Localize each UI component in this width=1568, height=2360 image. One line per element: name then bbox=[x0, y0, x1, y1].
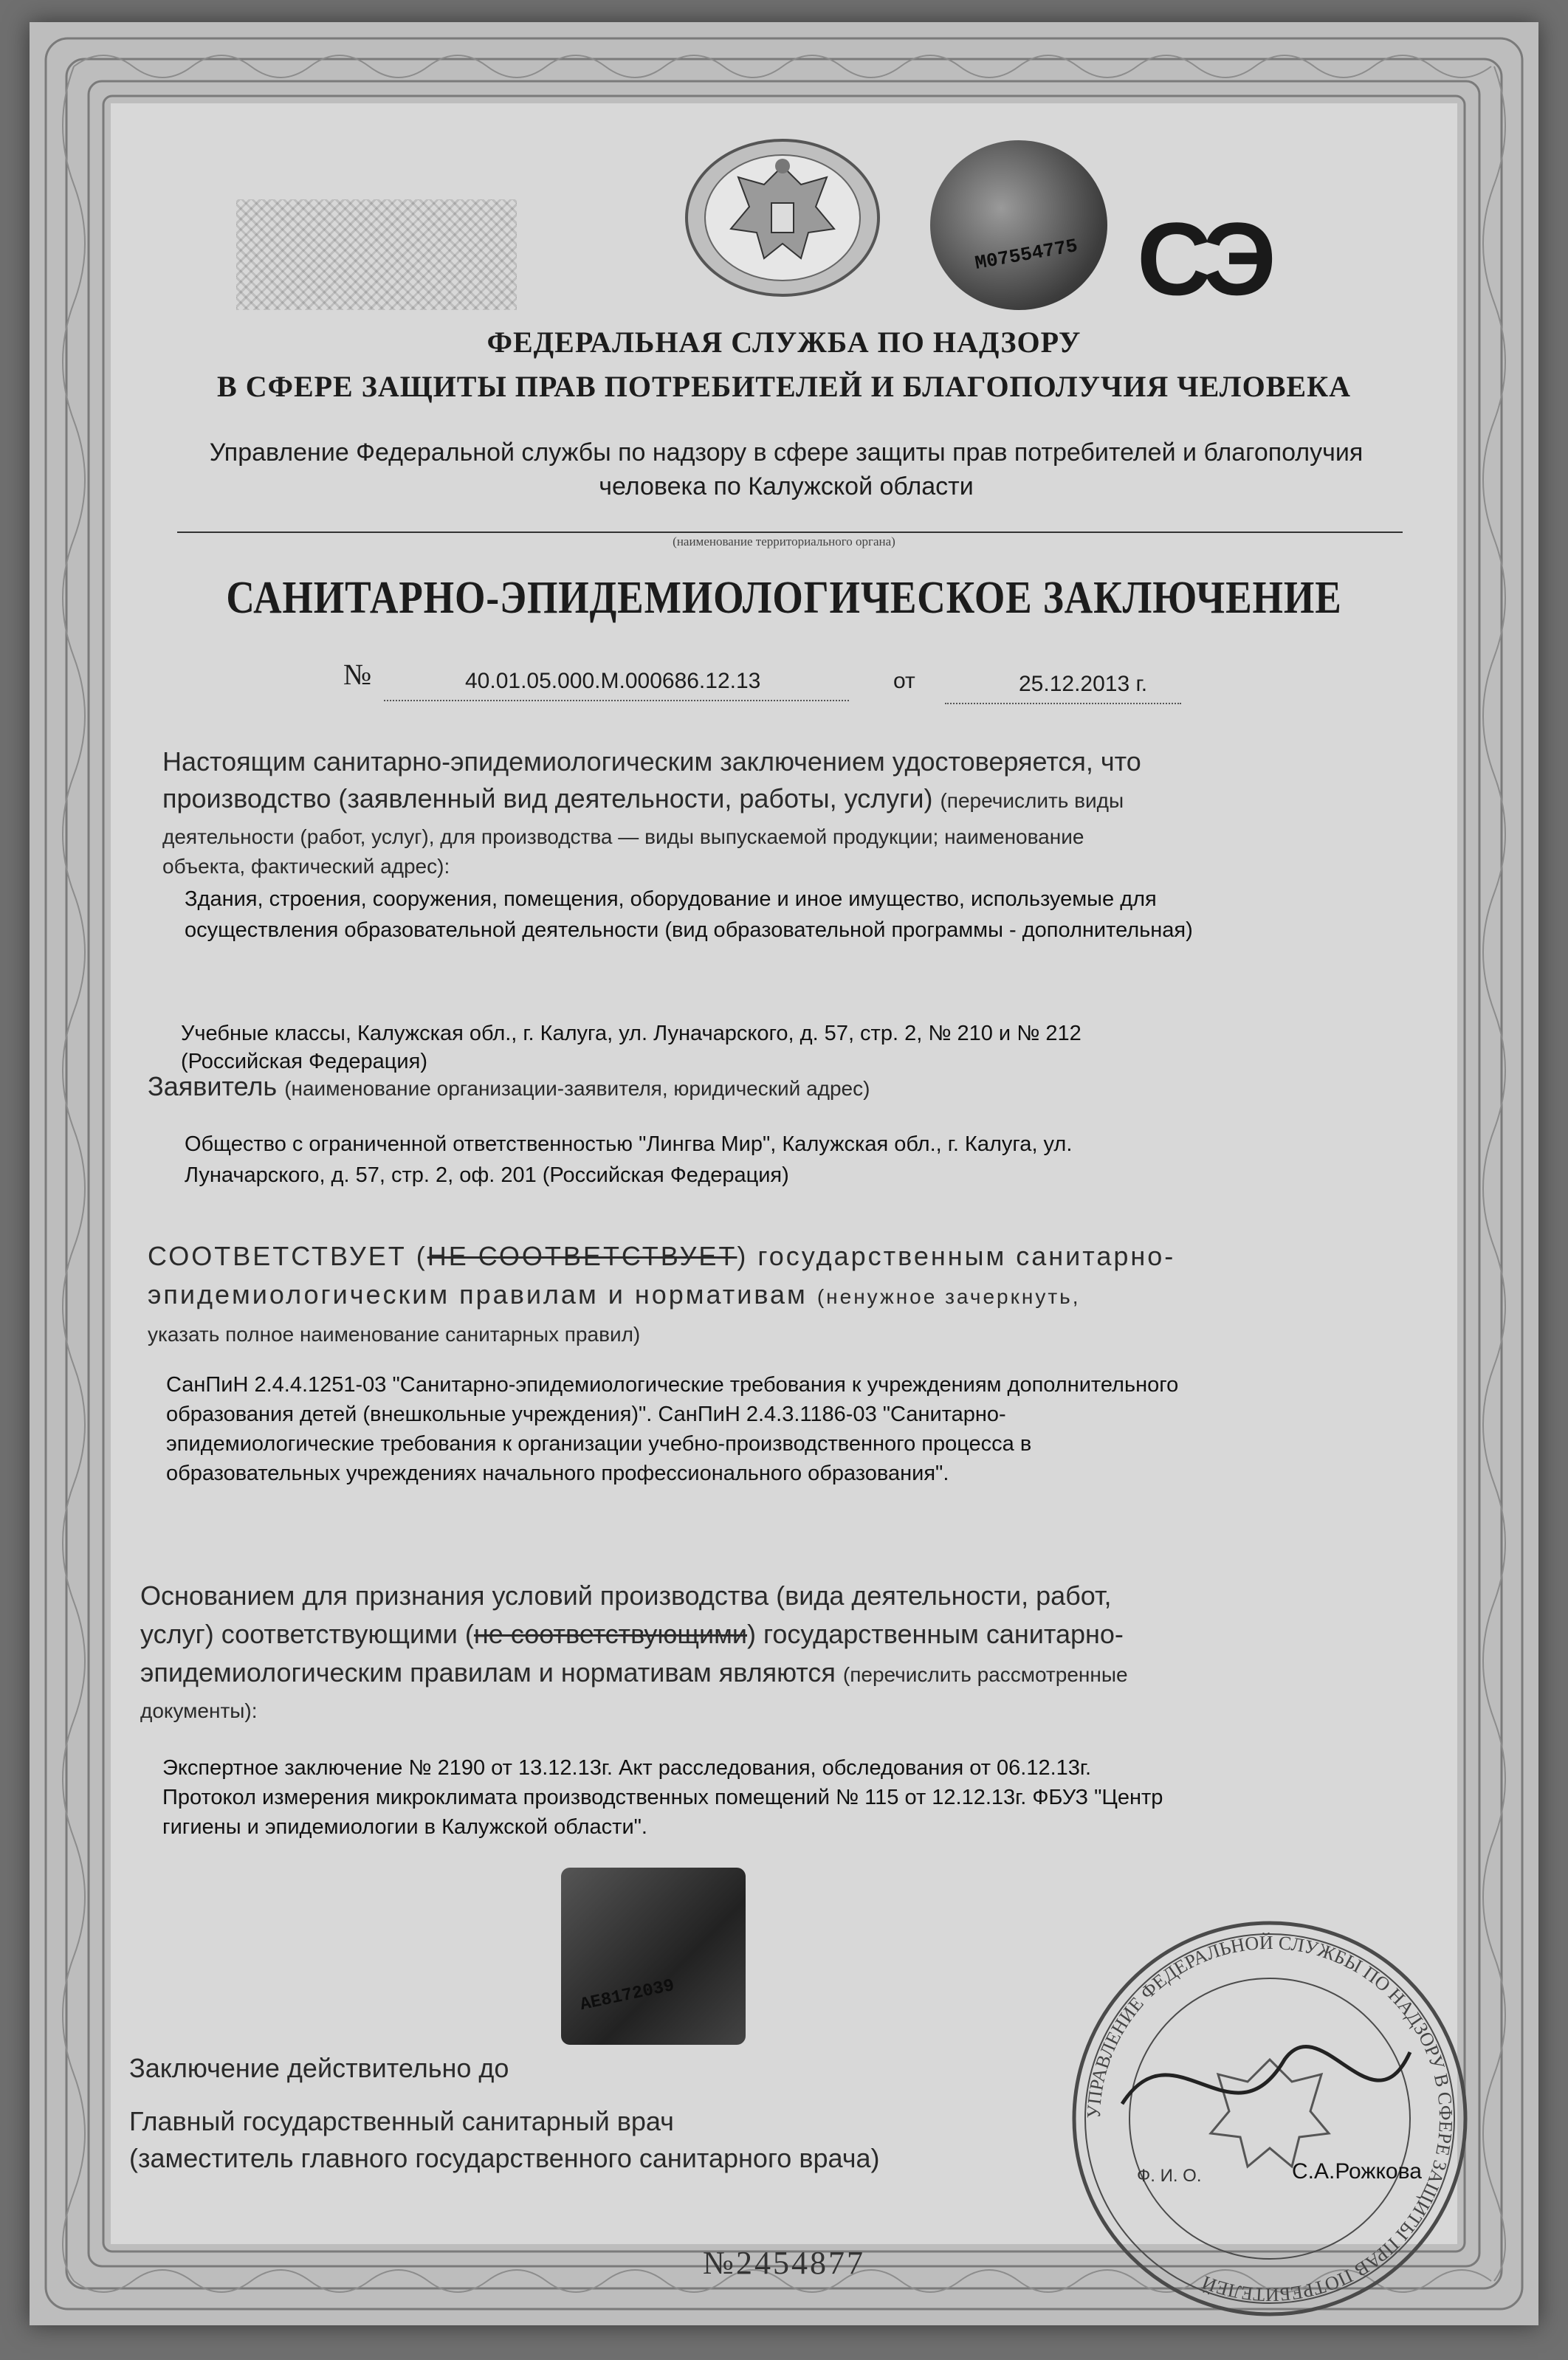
basis-line-3-main: эпидемиологическим правилам и нормативам являются bbox=[140, 1657, 836, 1688]
date-underline bbox=[945, 703, 1181, 704]
applicant-value-1: Общество с ограниченной ответственностью "Лингва Мир", Калужская обл., г. Калуга, ул. bbox=[185, 1132, 1073, 1156]
address-line-1: Учебные классы, Калужская обл., г. Калуга, ул. Луначарского, д. 57, стр. 2, № 210 и № 212 bbox=[181, 1022, 1082, 1045]
compliance-line-1-rest: государственным санитарно- bbox=[757, 1241, 1176, 1271]
date-label: от bbox=[893, 669, 915, 693]
basis-line-4: документы): bbox=[140, 1699, 258, 1722]
sanpin-value-4: образовательных учреждениях начального профессионального образования". bbox=[166, 1462, 949, 1485]
agency-line-1: ФЕДЕРАЛЬНАЯ СЛУЖБА ПО НАДЗОРУ bbox=[486, 326, 1082, 359]
se-logo: СЭ bbox=[1137, 201, 1269, 317]
fio-label: Ф. И. О. bbox=[1137, 2166, 1202, 2186]
stamp-text: УПРАВЛЕНИЕ ФЕДЕРАЛЬНОЙ СЛУЖБЫ ПО НАДЗОРУ В СФЕРЕ ЗАЩИТЫ ПРАВ ПОТРЕБИТЕЛЕЙ bbox=[1082, 1931, 1457, 2306]
number-underline bbox=[384, 700, 849, 701]
compliance-line-2-main: эпидемиологическим правилам и нормативам bbox=[148, 1279, 808, 1310]
basis-strike: не соответствующими bbox=[473, 1619, 748, 1649]
compliance-line-3: указать полное наименование санитарных правил) bbox=[148, 1323, 641, 1346]
department-rule bbox=[177, 531, 1403, 533]
hologram-seal-top bbox=[930, 140, 1107, 310]
sanpin-value-2: образования детей (внешкольные учреждения)". СанПиН 2.4.3.1186-03 "Санитарно- bbox=[166, 1403, 1006, 1426]
production-intro-1: Настоящим санитарно-эпидемиологическим заключением удостоверяется, что bbox=[162, 746, 1141, 777]
production-intro-2-main: производство (заявленный вид деятельности, работы, услуги) bbox=[162, 783, 933, 813]
signer-name: С.А.Рожкова bbox=[1292, 2159, 1422, 2184]
department-line-2: человека по Калужской области bbox=[599, 472, 974, 500]
production-intro-2-small: (перечислить виды bbox=[940, 789, 1124, 812]
basis-line-2-b: государственным санитарно- bbox=[763, 1619, 1124, 1649]
number-label: № bbox=[343, 658, 372, 691]
signature bbox=[1122, 2046, 1410, 2104]
compliance-line-2 bbox=[148, 1279, 1081, 1313]
sanpin-value-1: СанПиН 2.4.4.1251-03 "Санитарно-эпидемиологические требования к учреждениям дополнительного bbox=[166, 1373, 1179, 1397]
basis-line-3 bbox=[140, 1657, 1128, 1691]
basis-value-2: Протокол измерения микроклимата производственных помещений № 115 от 12.12.13г. ФБУЗ "Центр bbox=[162, 1786, 1163, 1809]
applicant-label-row bbox=[148, 1070, 870, 1105]
production-value-1: Здания, строения, сооружения, помещения, оборудование и иное имущество, используемые для bbox=[185, 887, 1157, 911]
agency-line-2: В СФЕРЕ ЗАЩИТЫ ПРАВ ПОТРЕБИТЕЛЕЙ И БЛАГОПОЛУЧИЯ ЧЕЛОВЕКА bbox=[217, 370, 1351, 403]
applicant-label-small: (наименование организации-заявителя, юридический адрес) bbox=[284, 1077, 870, 1100]
complies-word: СООТВЕТСТВУЕТ bbox=[148, 1241, 407, 1271]
basis-value-3: гигиены и эпидемиологии в Калужской области". bbox=[162, 1815, 647, 1839]
not-complies-word: НЕ СООТВЕТСТВУЕТ bbox=[427, 1241, 737, 1271]
valid-until-label: Заключение действительно до bbox=[129, 2053, 509, 2083]
basis-line-2: услуг) соответствующими (не соответствующими) государственным санитарно- bbox=[140, 1619, 1124, 1649]
hologram-top-code: M07554775 bbox=[973, 235, 1079, 275]
production-intro-4: объекта, фактический адрес): bbox=[162, 855, 450, 878]
signer-line-1: Главный государственный санитарный врач bbox=[129, 2106, 674, 2136]
compliance-line-2-small: (ненужное зачеркнуть, bbox=[816, 1285, 1081, 1308]
signer-line-2: (заместитель главного государственного санитарного врача) bbox=[129, 2143, 880, 2173]
production-value-2: осуществления образовательной деятельности (вид образовательной программы - дополнительная) bbox=[185, 918, 1193, 942]
document-date: 25.12.2013 г. bbox=[1019, 672, 1148, 696]
basis-line-3-small: (перечислить рассмотренные bbox=[842, 1663, 1128, 1686]
applicant-label: Заявитель bbox=[148, 1071, 278, 1101]
compliance-line-1: СООТВЕТСТВУЕТ (НЕ СООТВЕТСТВУЕТ) государственным санитарно- bbox=[148, 1241, 1176, 1271]
department-caption: (наименование территориального органа) bbox=[673, 534, 895, 548]
certificate-page bbox=[30, 22, 1538, 2325]
basis-value-1: Экспертное заключение № 2190 от 13.12.13г. Акт расследования, обследования от 06.12.13г. bbox=[162, 1756, 1092, 1780]
applicant-value-2: Луначарского, д. 57, стр. 2, оф. 201 (Российская Федерация) bbox=[185, 1163, 789, 1187]
document-title: САНИТАРНО-ЭПИДЕМИОЛОГИЧЕСКОЕ ЗАКЛЮЧЕНИЕ bbox=[226, 573, 1342, 623]
sanpin-value-3: эпидемиологические требования к организации учебно-производственного процесса в bbox=[166, 1432, 1032, 1456]
department-line-1: Управление Федеральной службы по надзору в сфере защиты прав потребителей и благополучия bbox=[209, 438, 1364, 467]
basis-line-2-a: услуг) соответствующими bbox=[140, 1619, 458, 1649]
document-number: 40.01.05.000.М.000686.12.13 bbox=[465, 669, 761, 693]
production-intro-2 bbox=[162, 782, 1124, 817]
hologram-sticker-bottom bbox=[561, 1868, 746, 2045]
hologram-bottom-code: AE8172039 bbox=[578, 1975, 677, 2016]
basis-line-1: Основанием для признания условий производства (вида деятельности, работ, bbox=[140, 1580, 1112, 1611]
decorative-pattern bbox=[236, 199, 517, 310]
production-intro-3: деятельности (работ, услуг), для производства — виды выпускаемой продукции; наименование bbox=[162, 825, 1084, 848]
address-line-2: (Российская Федерация) bbox=[181, 1050, 427, 1073]
form-number: №2454877 bbox=[703, 2245, 865, 2281]
